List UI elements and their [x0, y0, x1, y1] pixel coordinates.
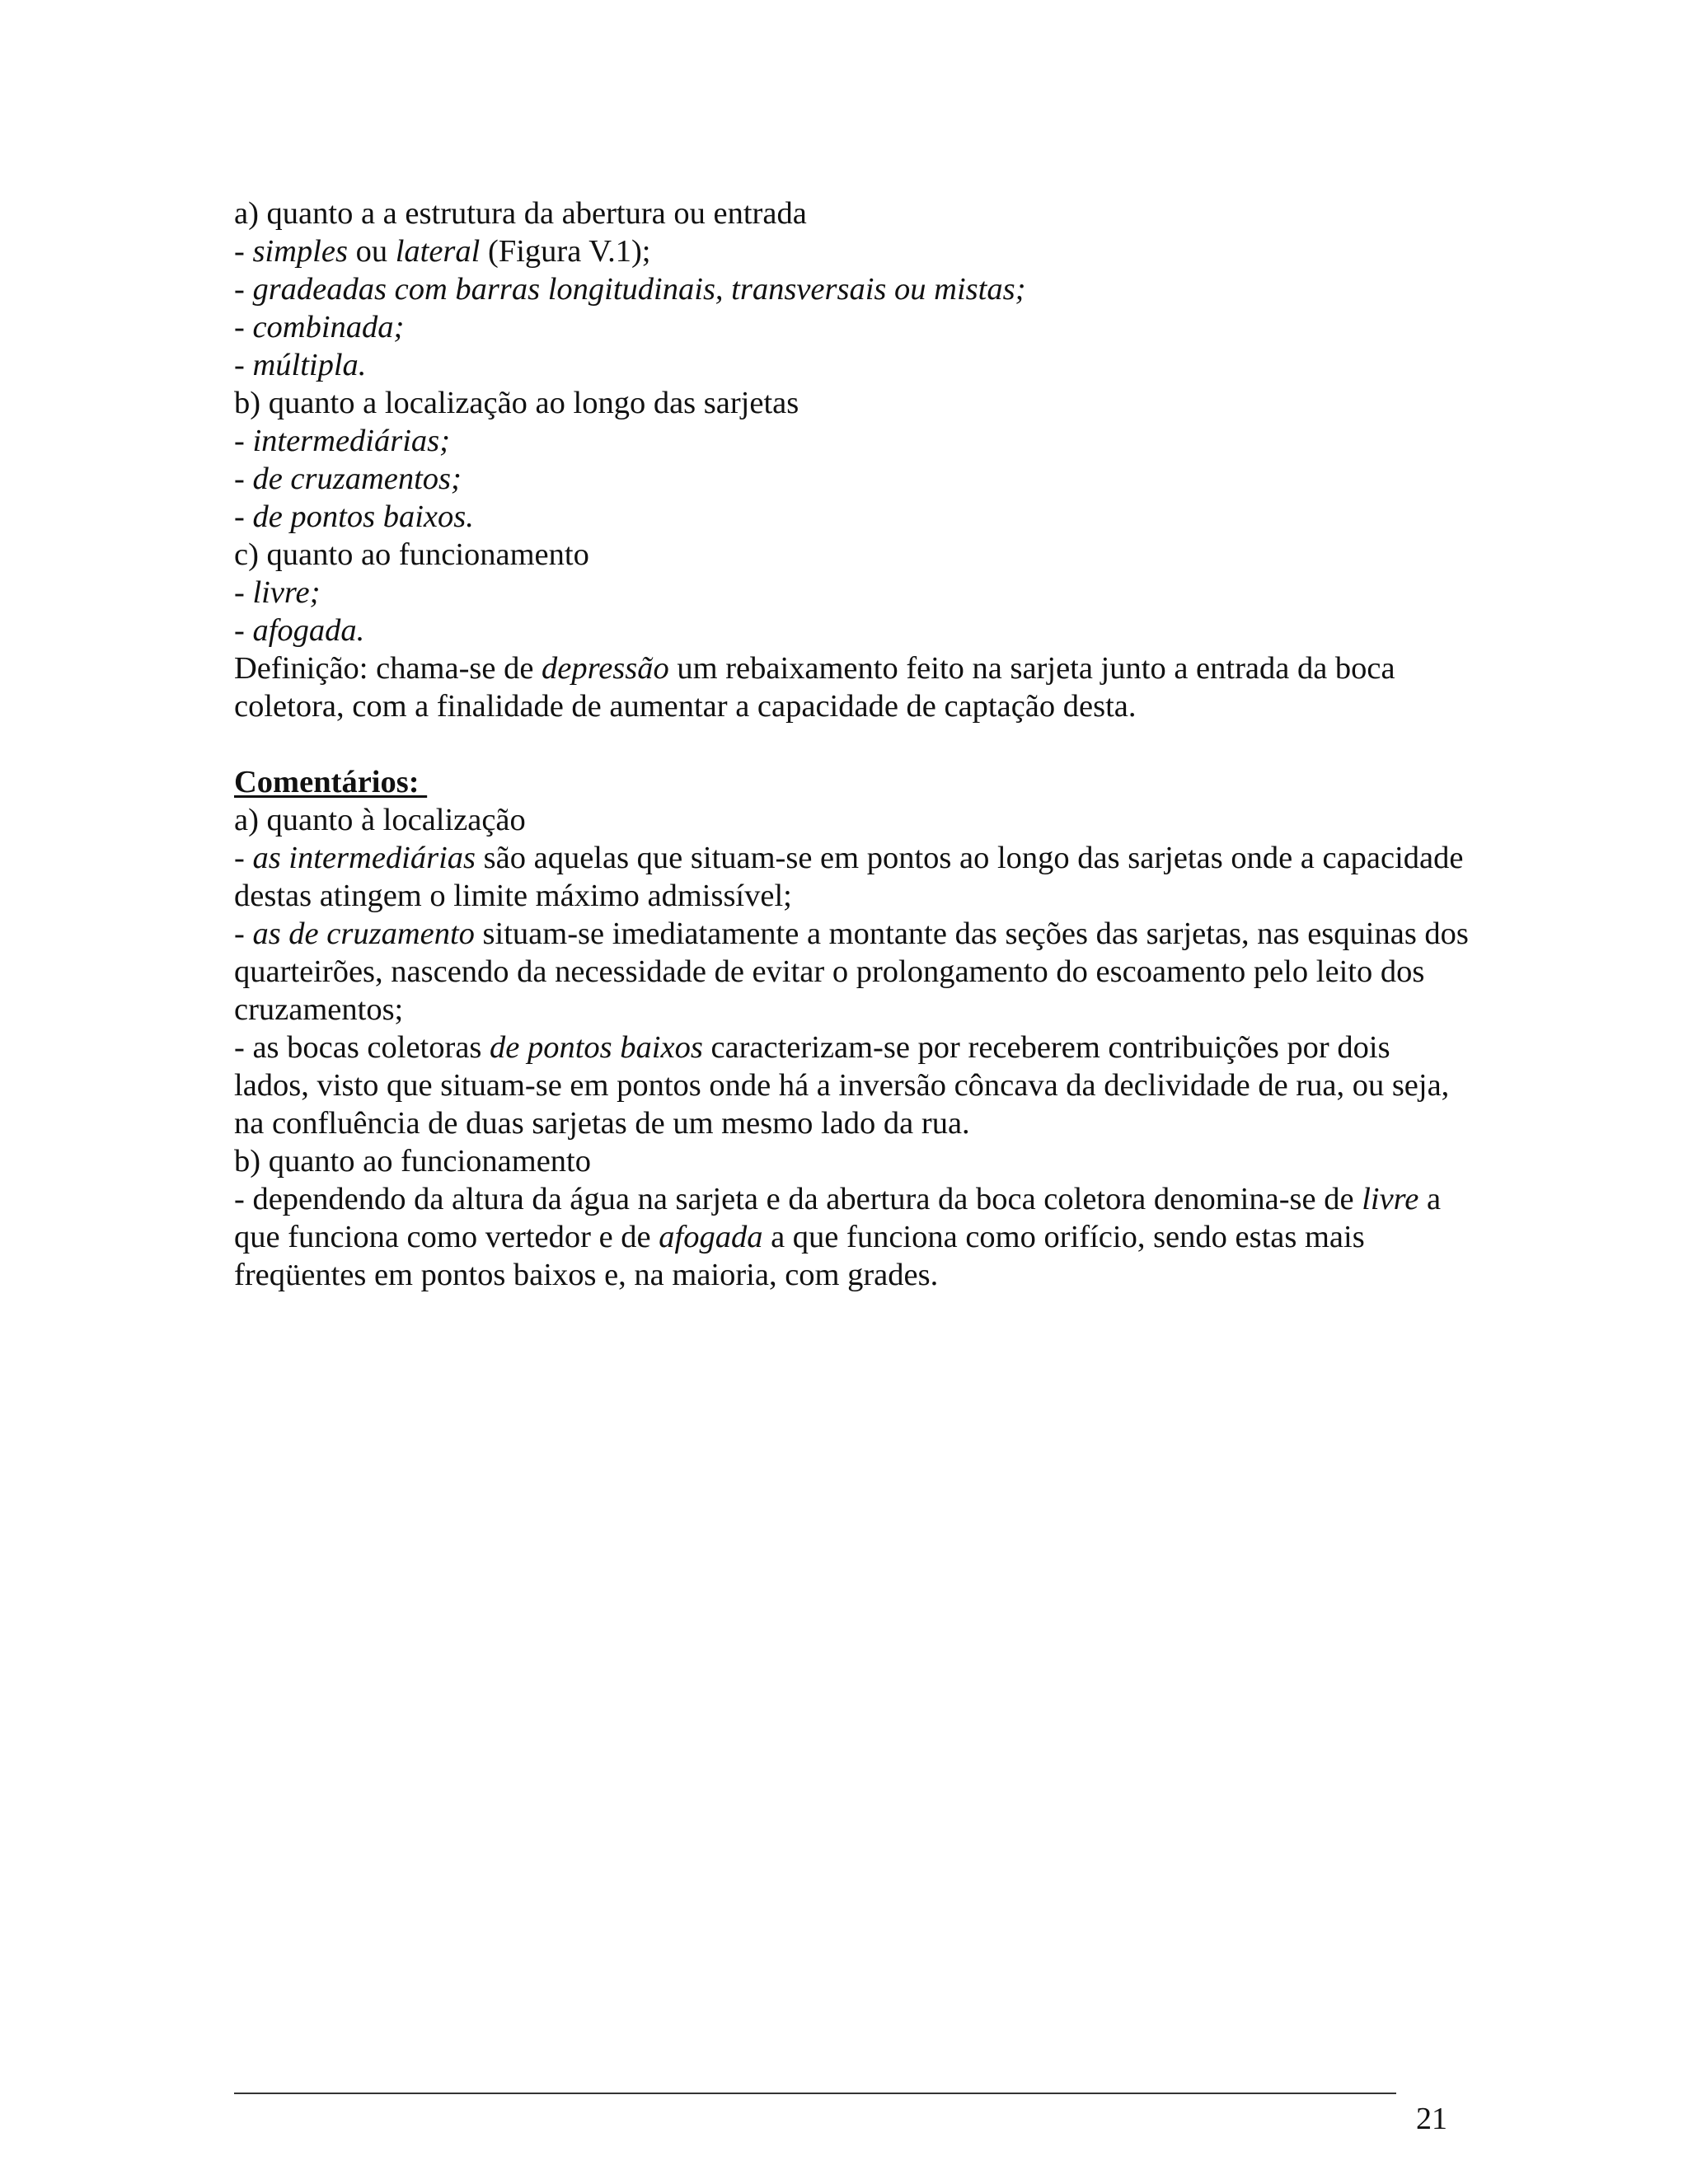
term-depressao: depressão — [542, 651, 669, 686]
list-item: - afogada. — [234, 613, 365, 648]
term-cruzamento: as de cruzamento — [252, 916, 475, 951]
term-simples: simples — [252, 234, 348, 269]
section-c-heading: c) quanto ao funcionamento — [234, 537, 589, 572]
term-afogada: afogada — [659, 1220, 763, 1254]
list-item: - simples ou lateral (Figura V.1); — [234, 234, 651, 269]
comment-paragraph: - as bocas coletoras de pontos baixos caracterizam-se por receberem contribuições por dois lados, visto que situam-se em pontos onde há a inversão côncava da declividade de rua, ou seja, na confluência de duas sarjetas de um mesmo lado da rua. — [234, 1030, 1450, 1141]
comment-paragraph: - dependendo da altura da água na sarjeta e da abertura da boca coletora denomina-se de livre a que funciona como vertedor e de afogada a que funciona como orifício, sendo estas mais freqüentes em pontos baixos e, na maioria, com grades. — [234, 1182, 1442, 1292]
list-item: - múltipla. — [234, 348, 367, 382]
comments-heading: Comentários: — [234, 765, 428, 799]
comments-b-heading: b) quanto ao funcionamento — [234, 1144, 591, 1179]
term-livre: livre — [1362, 1182, 1419, 1216]
page-number: 21 — [1416, 2102, 1447, 2136]
term-pontos-baixos: de pontos baixos — [490, 1030, 703, 1065]
comment-paragraph: - as de cruzamento situam-se imediatamente a montante das seções das sarjetas, nas esquinas dos quarteirões, nascendo da necessidade de evitar o prolongamento do escoamento pelo leito dos cruzamentos; — [234, 916, 1469, 1027]
comment-paragraph: - as intermediárias são aquelas que situam-se em pontos ao longo das sarjetas onde a capacidade destas atingem o limite máximo admissível; — [234, 841, 1464, 913]
term-intermediarias: as intermediárias — [252, 841, 476, 875]
list-item: - livre; — [234, 575, 321, 610]
section-a-heading: a) quanto a a estrutura da abertura ou entrada — [234, 196, 807, 231]
comments-a-heading: a) quanto à localização — [234, 803, 526, 837]
list-item: - intermediárias; — [234, 424, 450, 458]
term-lateral: lateral — [395, 234, 481, 269]
footer-rule — [234, 2093, 1396, 2094]
list-item: - gradeadas com barras longitudinais, transversais ou mistas; — [234, 272, 1026, 307]
page-body — [234, 194, 1470, 1294]
list-item: - combinada; — [234, 310, 405, 344]
section-b-heading: b) quanto a localização ao longo das sarjetas — [234, 386, 799, 420]
list-item: - de cruzamentos; — [234, 462, 462, 496]
paragraph-spacer — [234, 725, 1470, 763]
list-item: - de pontos baixos. — [234, 499, 474, 534]
definition-paragraph: Definição: chama-se de depressão um rebaixamento feito na sarjeta junto a entrada da boca coletora, com a finalidade de aumentar a capacidade de captação desta. — [234, 651, 1395, 724]
